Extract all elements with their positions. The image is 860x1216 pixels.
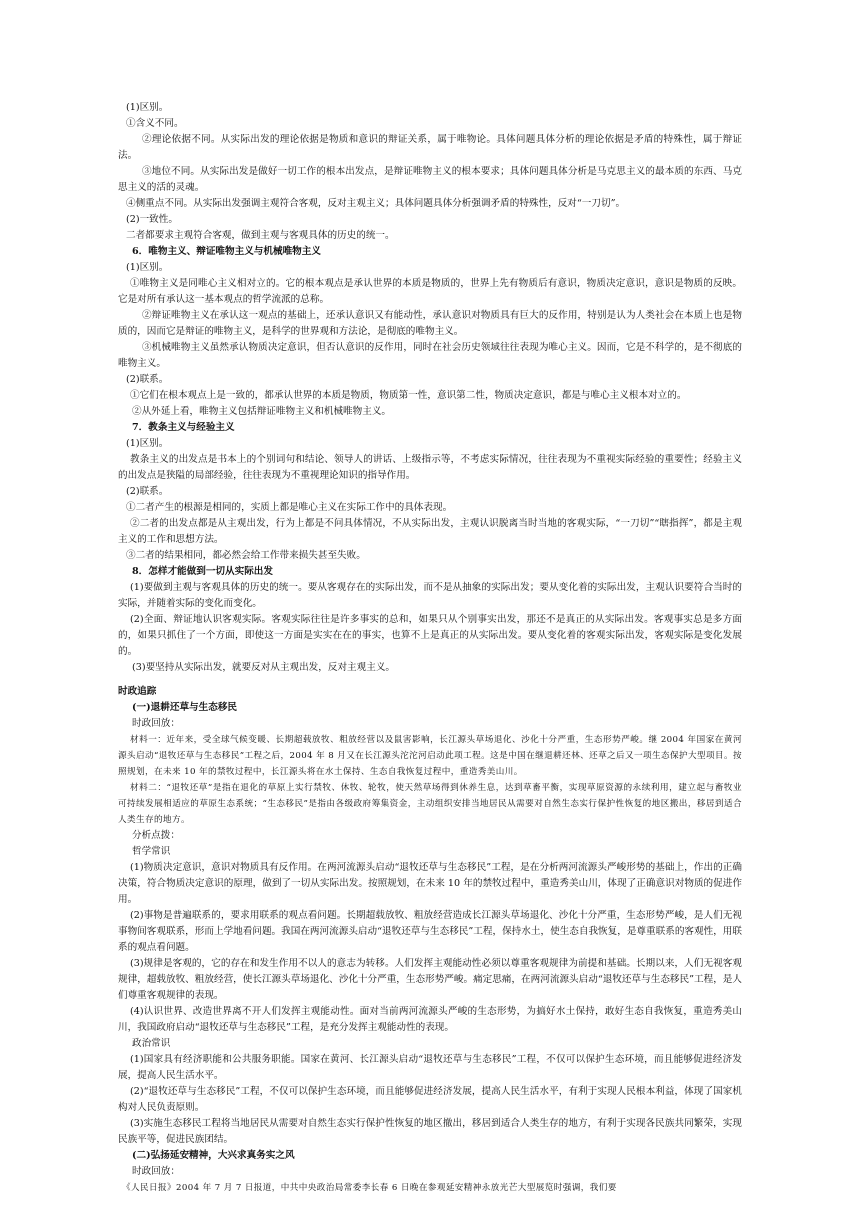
text-line: 分析点拨： <box>132 830 180 841</box>
text-line: (2)“退牧还草与生态移民”工程，不仅可以保护生态环境，而且能够促进经济发展，提高人民生活水平，有利于实现人民根本利益，体现了国家机构对人民负责原则。 <box>118 1086 742 1113</box>
text-line: (1)区别。 <box>126 262 169 273</box>
text-line: 二者都要求主观符合客观，做到主观与客观具体的历史的统一。 <box>126 230 395 241</box>
text-line: ①含义不同。 <box>126 118 184 129</box>
text-line: 时政回放： <box>132 1166 180 1177</box>
text-line: (4)认识世界、改造世界离不开人们发挥主观能动性。面对当前两河流源头严峻的生态形势，为搞好水土保持，敢好生态自我恢复，重造秀美山川，我国政府启动“退牧还草与生态移民”工程，是充分发挥主观能动性的表现。 <box>118 1006 742 1033</box>
section-heading: 7．教条主义与经验主义 <box>132 422 235 433</box>
text-line: (1)国家具有经济职能和公共服务职能。国家在黄河、长江源头启动“退牧还草与生态移民”工程，不仅可以保护生态环境，而且能够促进经济发展，提高人民生活水平。 <box>118 1054 742 1081</box>
text-line: ②二者的出发点都是从主观出发，行为上都是不问具体情况，不从实际出发，主观认识脱离当时当地的客观实际，“一刀切”“瞎指挥”，都是主观主义的工作和思想方法。 <box>118 518 742 545</box>
section-title: 时政追踪 <box>118 686 157 697</box>
spacer <box>118 676 742 684</box>
text-line: 时政回放： <box>132 718 180 729</box>
text-line: ③地位不同。从实际出发是做好一切工作的根本出发点，是辩证唯物主义的根本要求；具体问题具体分析是马克思主义的最本质的东西、马克思主义的活的灵魂。 <box>118 166 742 193</box>
text-line: 材料二：“退牧还草”是指在退化的草原上实行禁牧、休牧、轮牧，使天然草场得到休养生息，达到草畜平衡，实现草原资源的永续利用，建立起与畜牧业可持续发展相适应的草原生态系统；“生态移民”是指由各级政府筹集资金，主动组织安排当地居民从需要对自然生态实行保护性恢复的地区搬出，移居到适合人类生存的地方。 <box>118 783 742 825</box>
text-line: (3)规律是客观的，它的存在和发生作用不以人的意志为转移。人们发挥主观能动性必须以尊重客观规律为前提和基础。长期以来，人们无视客观规律，超载放牧、粗放经营，使长江源头草场退化、沙化十分严重，生态形势严峻。痛定思痛，在两河流源头启动“退牧还草与生态移民”工程，是人们尊重客观规律的表现。 <box>118 958 742 1001</box>
text-line: ②从外延上看，唯物主义包括辩证唯物主义和机械唯物主义。 <box>132 406 392 417</box>
text-line: (1)要做到主观与客观具体的历史的统一。要从客观存在的实际出发，而不是从抽象的实际出发；要从变化着的实际出发，主观认识要符合当时的实际，并随着实际的变化而变化。 <box>118 582 742 609</box>
document-page <box>118 100 742 1196</box>
text-line: ②理论依据不同。从实际出发的理论依据是物质和意识的辩证关系，属于唯物论。具体问题具体分析的理论依据是矛盾的特殊性，属于辩证法。 <box>118 134 742 161</box>
section-heading: (二)弘扬延安精神，大兴求真务实之风 <box>132 1150 295 1161</box>
text-line: (2)事物是普遍联系的，要求用联系的观点看问题。长期超载放牧、粗放经营造成长江源头草场退化、沙化十分严重，生态形势严峻，是人们无视事物间客观联系，形而上学地看问题。我国在两河流源头启动“退牧还草与生态移民”工程，保持水土，使生态自我恢复，是尊重联系的客观性，用联系的观点看问题。 <box>118 910 742 953</box>
text-line: (3)实施生态移民工程将当地居民从需要对自然生态实行保护性恢复的地区撤出，移居到适合人类生存的地方，有利于实现各民族共同繁荣，实现民族平等，促进民族团结。 <box>118 1118 742 1145</box>
text-line: ①它们在根本观点上是一致的，都承认世界的本质是物质，物质第一性，意识第二性，物质决定意识，都是与唯心主义根本对立的。 <box>130 390 687 401</box>
text-line: 材料一：近年来，受全球气候变暖、长期超载放牧、粗放经营以及鼠害影响，长江源头草场退化、沙化十分严重，生态形势严峻。继 2004 年国家在黄河源头启动“退牧还草与生态移民”工程之后，2004 年 8 月又在长江源头沱沱河启动此项工程。这是中国在继退耕还林、还草之后又一项生态保护大型项目。按照规划，在未来 10 年的禁牧过程中，长江源头将在水土保持、生态自我恢复过程中，重造秀美山川。 <box>118 735 742 777</box>
text-line: (2)联系。 <box>126 486 169 497</box>
section-heading: (一)退耕还草与生态移民 <box>132 702 238 713</box>
section-heading: 8．怎样才能做到一切从实际出发 <box>132 566 273 577</box>
text-line: (1)物质决定意识，意识对物质具有反作用。在两河流源头启动“退牧还草与生态移民”工程，是在分析两河流源头严峻形势的基础上，作出的正确决策，符合物质决定意识的原理，做到了一切从实际出发。按照规划，在未来 10 年的禁牧过程中，重造秀美山川，体现了正确意识对物质的促进作用。 <box>118 862 742 905</box>
text-line: 政治常识 <box>132 1038 171 1049</box>
text-line: 《人民日报》2004 年 7 月 7 日报道，中共中央政治局常委李长春 6 日晚在参观延安精神永放光芒大型展览时强调，我们要 <box>122 1183 617 1193</box>
text-line: (2)一致性。 <box>126 214 178 225</box>
text-line: 哲学常识 <box>132 846 171 857</box>
text-line: ③二者的结果相同，都必然会给工作带来损失甚至失败。 <box>126 550 366 561</box>
text-line: (3)要坚持从实际出发，就要反对从主观出发，反对主观主义。 <box>132 662 396 673</box>
text-line: (2)联系。 <box>126 374 169 385</box>
text-line: ①唯物主义是同唯心主义相对立的。它的根本观点是承认世界的本质是物质的，世界上先有物质后有意识，物质决定意识，意识是物质的反映。它是对所有承认这一基本观点的哲学流派的总称。 <box>118 278 742 305</box>
section-heading: 6．唯物主义、辩证唯物主义与机械唯物主义 <box>132 246 321 257</box>
text-line: ②辩证唯物主义在承认这一观点的基础上，还承认意识又有能动性，承认意识对物质具有巨大的反作用，特别是认为人类社会在本质上也是物质的，因而它是辩证的唯物主义，是科学的世界观和方法论，是彻底的唯物主义。 <box>118 310 742 337</box>
text-line: (1)区别。 <box>126 438 169 449</box>
text-line: ④侧重点不同。从实际出发强调主观符合客观，反对主观主义；具体问题具体分析强调矛盾的特殊性，反对“一刀切”。 <box>126 198 626 209</box>
text-line: ①二者产生的根源是相同的，实质上都是唯心主义在实际工作中的具体表现。 <box>126 502 453 513</box>
text-line: ③机械唯物主义虽然承认物质决定意识，但否认意识的反作用，同时在社会历史领域往往表现为唯心主义。因而，它是不科学的，是不彻底的唯物主义。 <box>118 342 742 369</box>
text-line: (2)全面、辩证地认识客观实际。客观实际往往是许多事实的总和，如果只从个别事实出发，那还不是真正的从实际出发。客观事实总是多方面的，如果只抓住了一个方面，即使这一方面是实实在在的事实，也算不上是真正的从实际出发。要从变化着的客观实际出发，客观实际是变化发展的。 <box>118 614 742 657</box>
text-line: 教条主义的出发点是书本上的个别词句和结论、领导人的讲话、上级指示等，不考虑实际情况，往往表现为不重视实际经验的重要性；经验主义的出发点是狭隘的局部经验，往往表现为不重视理论知识的指导作用。 <box>118 454 742 481</box>
text-line: (1)区别。 <box>126 102 169 113</box>
